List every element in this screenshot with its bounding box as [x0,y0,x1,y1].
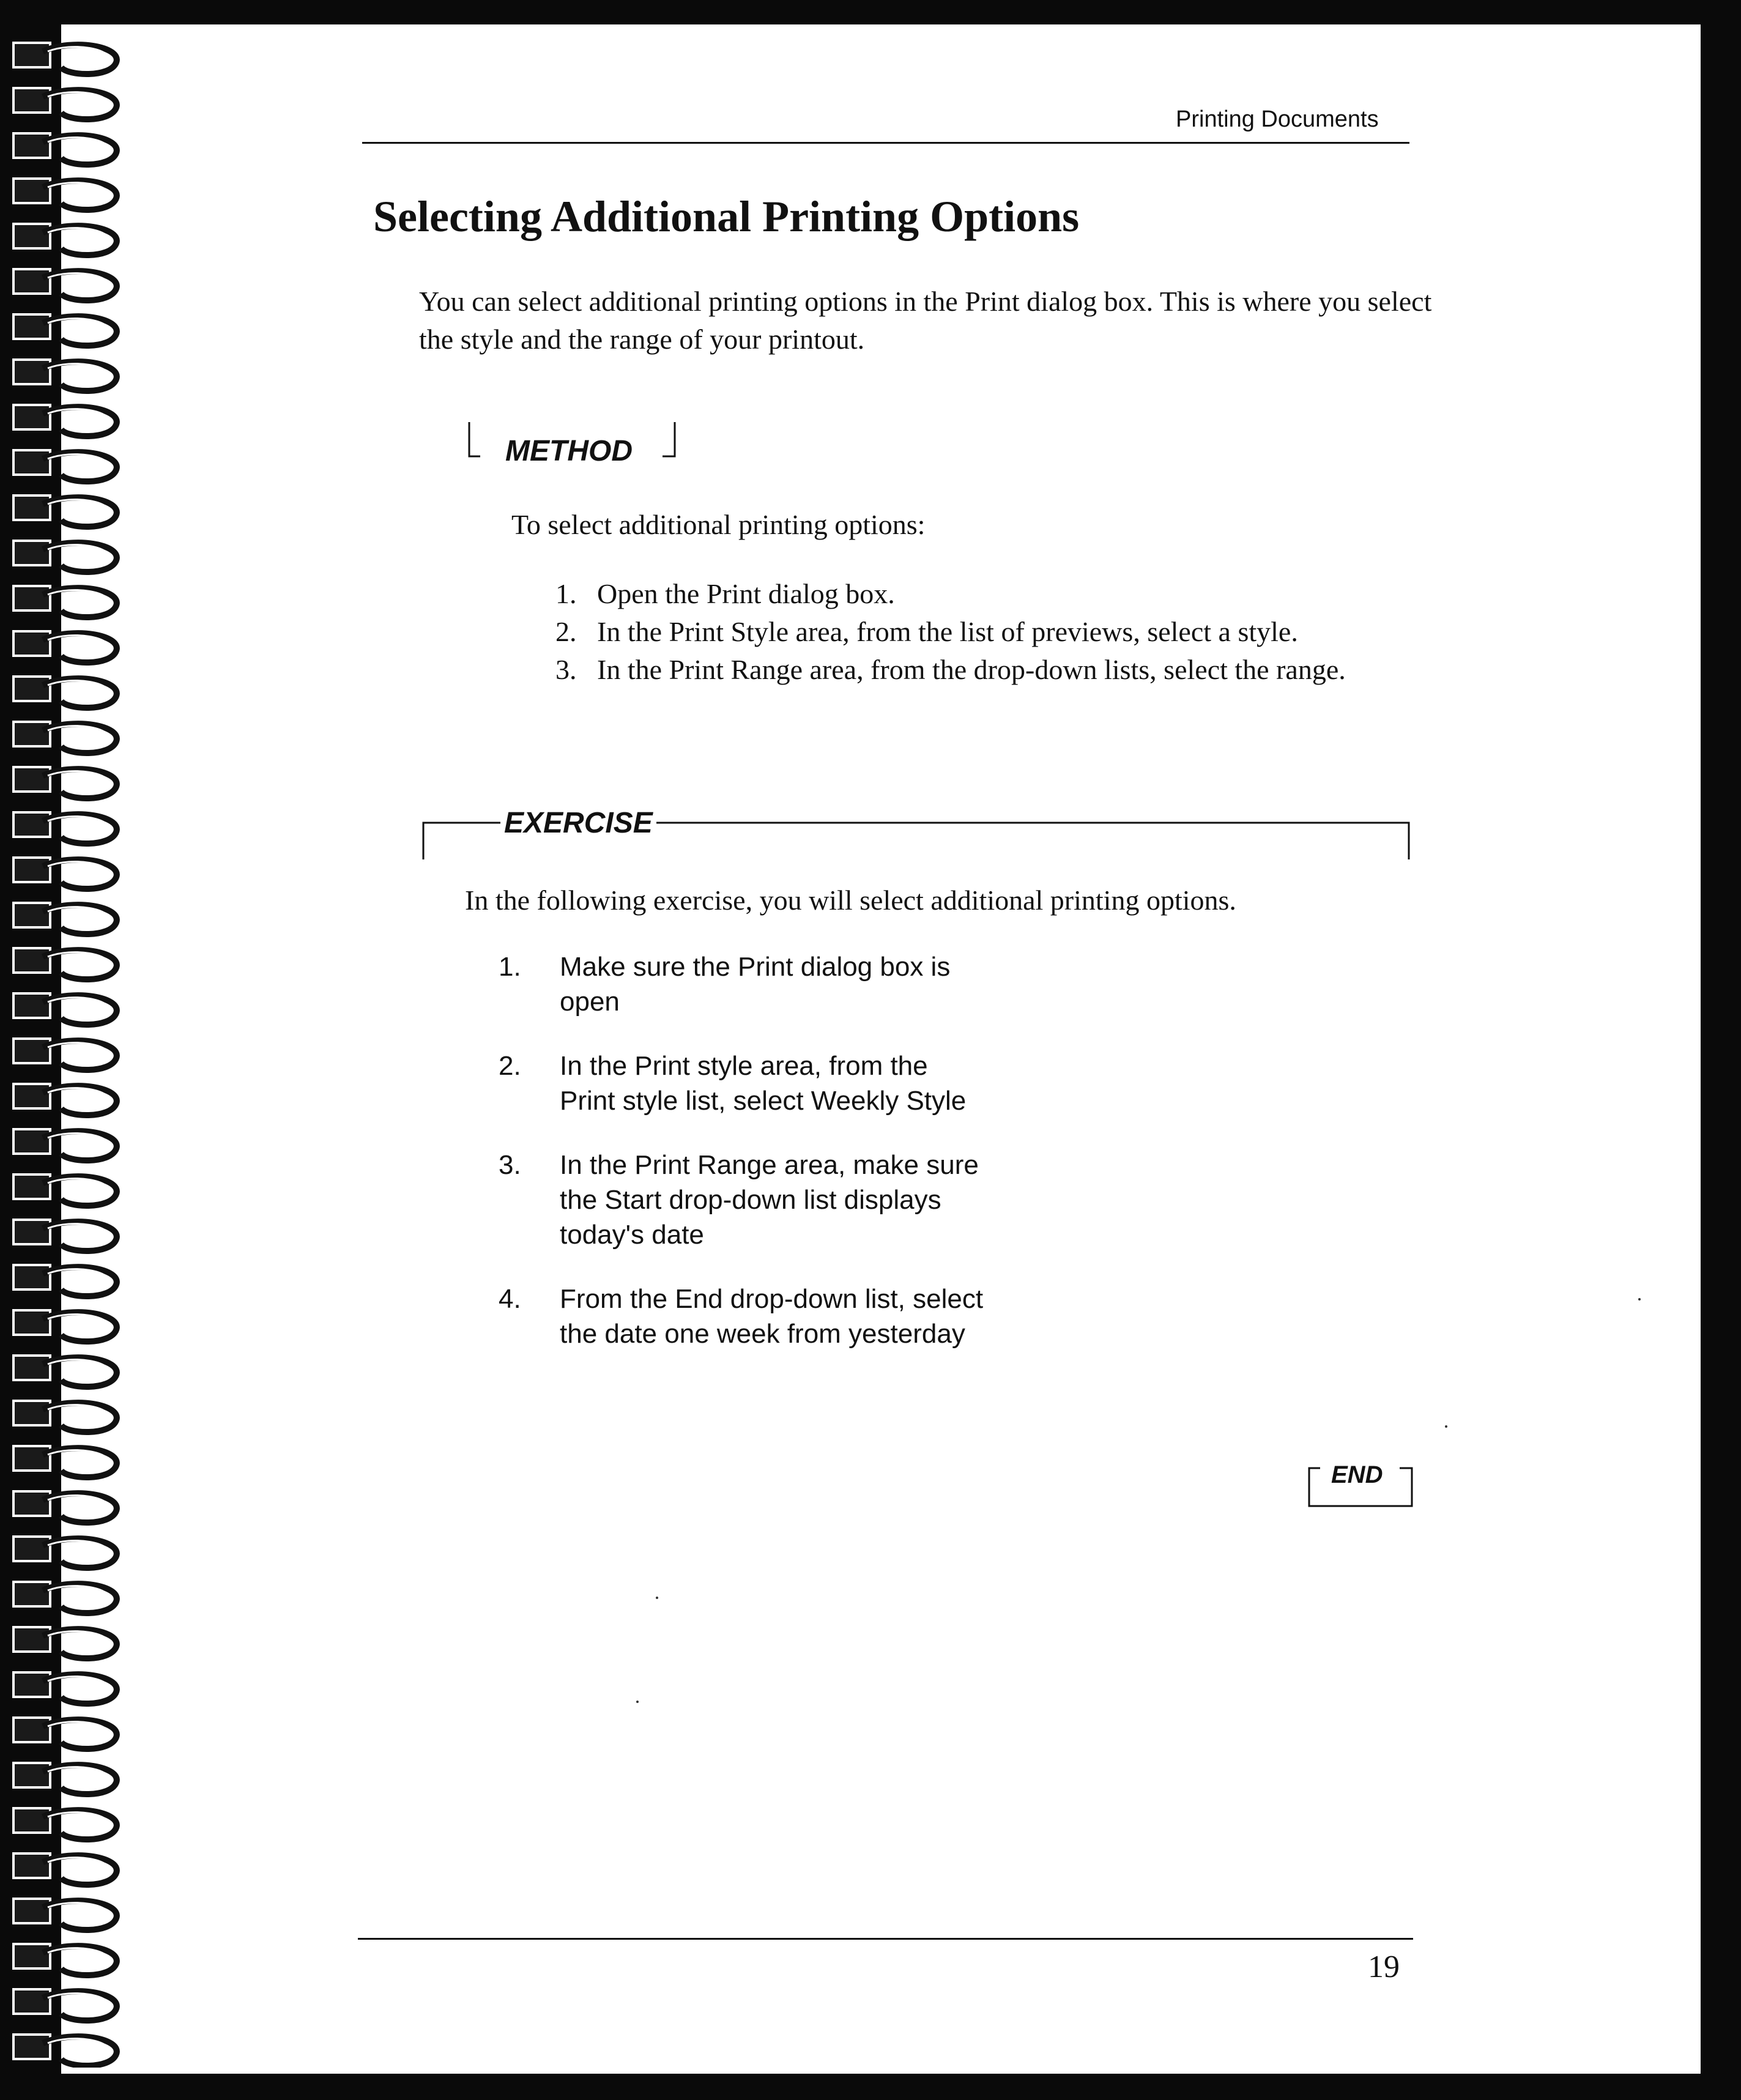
spiral-binding [0,24,128,2068]
exercise-steps [499,949,988,1381]
step-text: From the End drop-down list, select the date one week from yesterday [560,1284,984,1349]
binding-hole [13,1537,50,1561]
exercise-step [499,949,988,1019]
binding-hole [13,2035,50,2059]
footer-rule [358,1938,1413,1940]
step-text: Open the Print dialog box. [597,578,895,609]
binding-hole [13,1220,50,1244]
binding-hole [13,993,50,1018]
scan-speck [656,1597,658,1599]
binding-hole [13,903,50,927]
scan-speck [636,1701,639,1703]
binding-hole [13,1944,50,1968]
binding-hole [13,586,50,610]
intro-paragraph: You can select additional printing options in the Print dialog box. This is where you select the style and the range of your printout. [419,286,1432,355]
binding-hole [13,722,50,746]
binding-hole [13,631,50,656]
page-title: Selecting Additional Printing Options [373,192,1080,241]
binding-hole [13,360,50,384]
step-text: In the Print Style area, from the list of previews, select a style. [597,616,1298,647]
method-intro: To select additional printing options: [511,509,926,540]
binding-hole [13,1763,50,1787]
binding-hole [13,1899,50,1923]
binding-hole [13,1310,50,1335]
exercise-step [499,1148,988,1252]
end-label: END [1327,1463,1386,1487]
binding-hole [13,1808,50,1833]
step-text: In the Print Range area, from the drop-down lists, select the range. [597,654,1346,685]
binding-hole [13,1672,50,1697]
binding-hole [13,1989,50,2014]
binding-hole [13,405,50,429]
binding-hole [13,133,50,158]
method-step [555,651,1412,689]
binding-hole [13,858,50,882]
step-text: Make sure the Print dialog box is open [560,952,951,1017]
method-steps [555,575,1412,689]
binding-hole [13,1084,50,1108]
binding-hole [13,541,50,565]
binding-hole [13,1446,50,1471]
step-number: 1. [555,578,577,609]
binding-hole [13,450,50,475]
binding-hole [13,1853,50,1878]
step-text: In the Print Range area, make sure the Start drop-down list displays today's date [560,1150,979,1250]
binding-hole [13,224,50,248]
binding-hole [13,1265,50,1289]
binding-hole [13,1401,50,1425]
scan-speck [1445,1425,1447,1428]
exercise-intro: In the following exercise, you will select additional printing options. [465,885,1236,916]
binding-hole [13,1491,50,1516]
binding-hole [13,1356,50,1380]
method-label: METHOD [503,437,635,466]
binding-hole [13,1718,50,1742]
step-number: 2. [555,616,577,647]
binding-hole [13,1174,50,1199]
exercise-label: EXERCISE [500,809,656,838]
method-step [555,613,1412,651]
binding-hole [13,314,50,339]
exercise-step [499,1048,988,1118]
binding-hole [13,88,50,113]
binding-hole [13,948,50,973]
binding-hole [13,1039,50,1063]
binding-hole [13,179,50,203]
binding-hole [13,767,50,792]
step-number: 4. [499,1284,521,1314]
binding-hole [13,1129,50,1154]
binding-hole [13,1582,50,1606]
page-number: 19 [1368,1950,1400,1984]
binding-hole [13,43,50,67]
step-number: 2. [499,1051,521,1081]
binding-hole [13,1627,50,1652]
header-rule [362,142,1409,144]
method-step [555,575,1412,613]
binding-hole [13,677,50,701]
exercise-step [499,1282,988,1351]
step-number: 3. [499,1150,521,1180]
step-number: 1. [499,952,521,982]
binding-hole [13,495,50,520]
running-header: Printing Documents [1176,106,1379,132]
step-text: In the Print style area, from the Print style list, select Weekly Style [560,1051,967,1116]
binding-hole [13,269,50,294]
scan-speck [1638,1298,1641,1300]
binding-hole [13,812,50,837]
step-number: 3. [555,654,577,685]
